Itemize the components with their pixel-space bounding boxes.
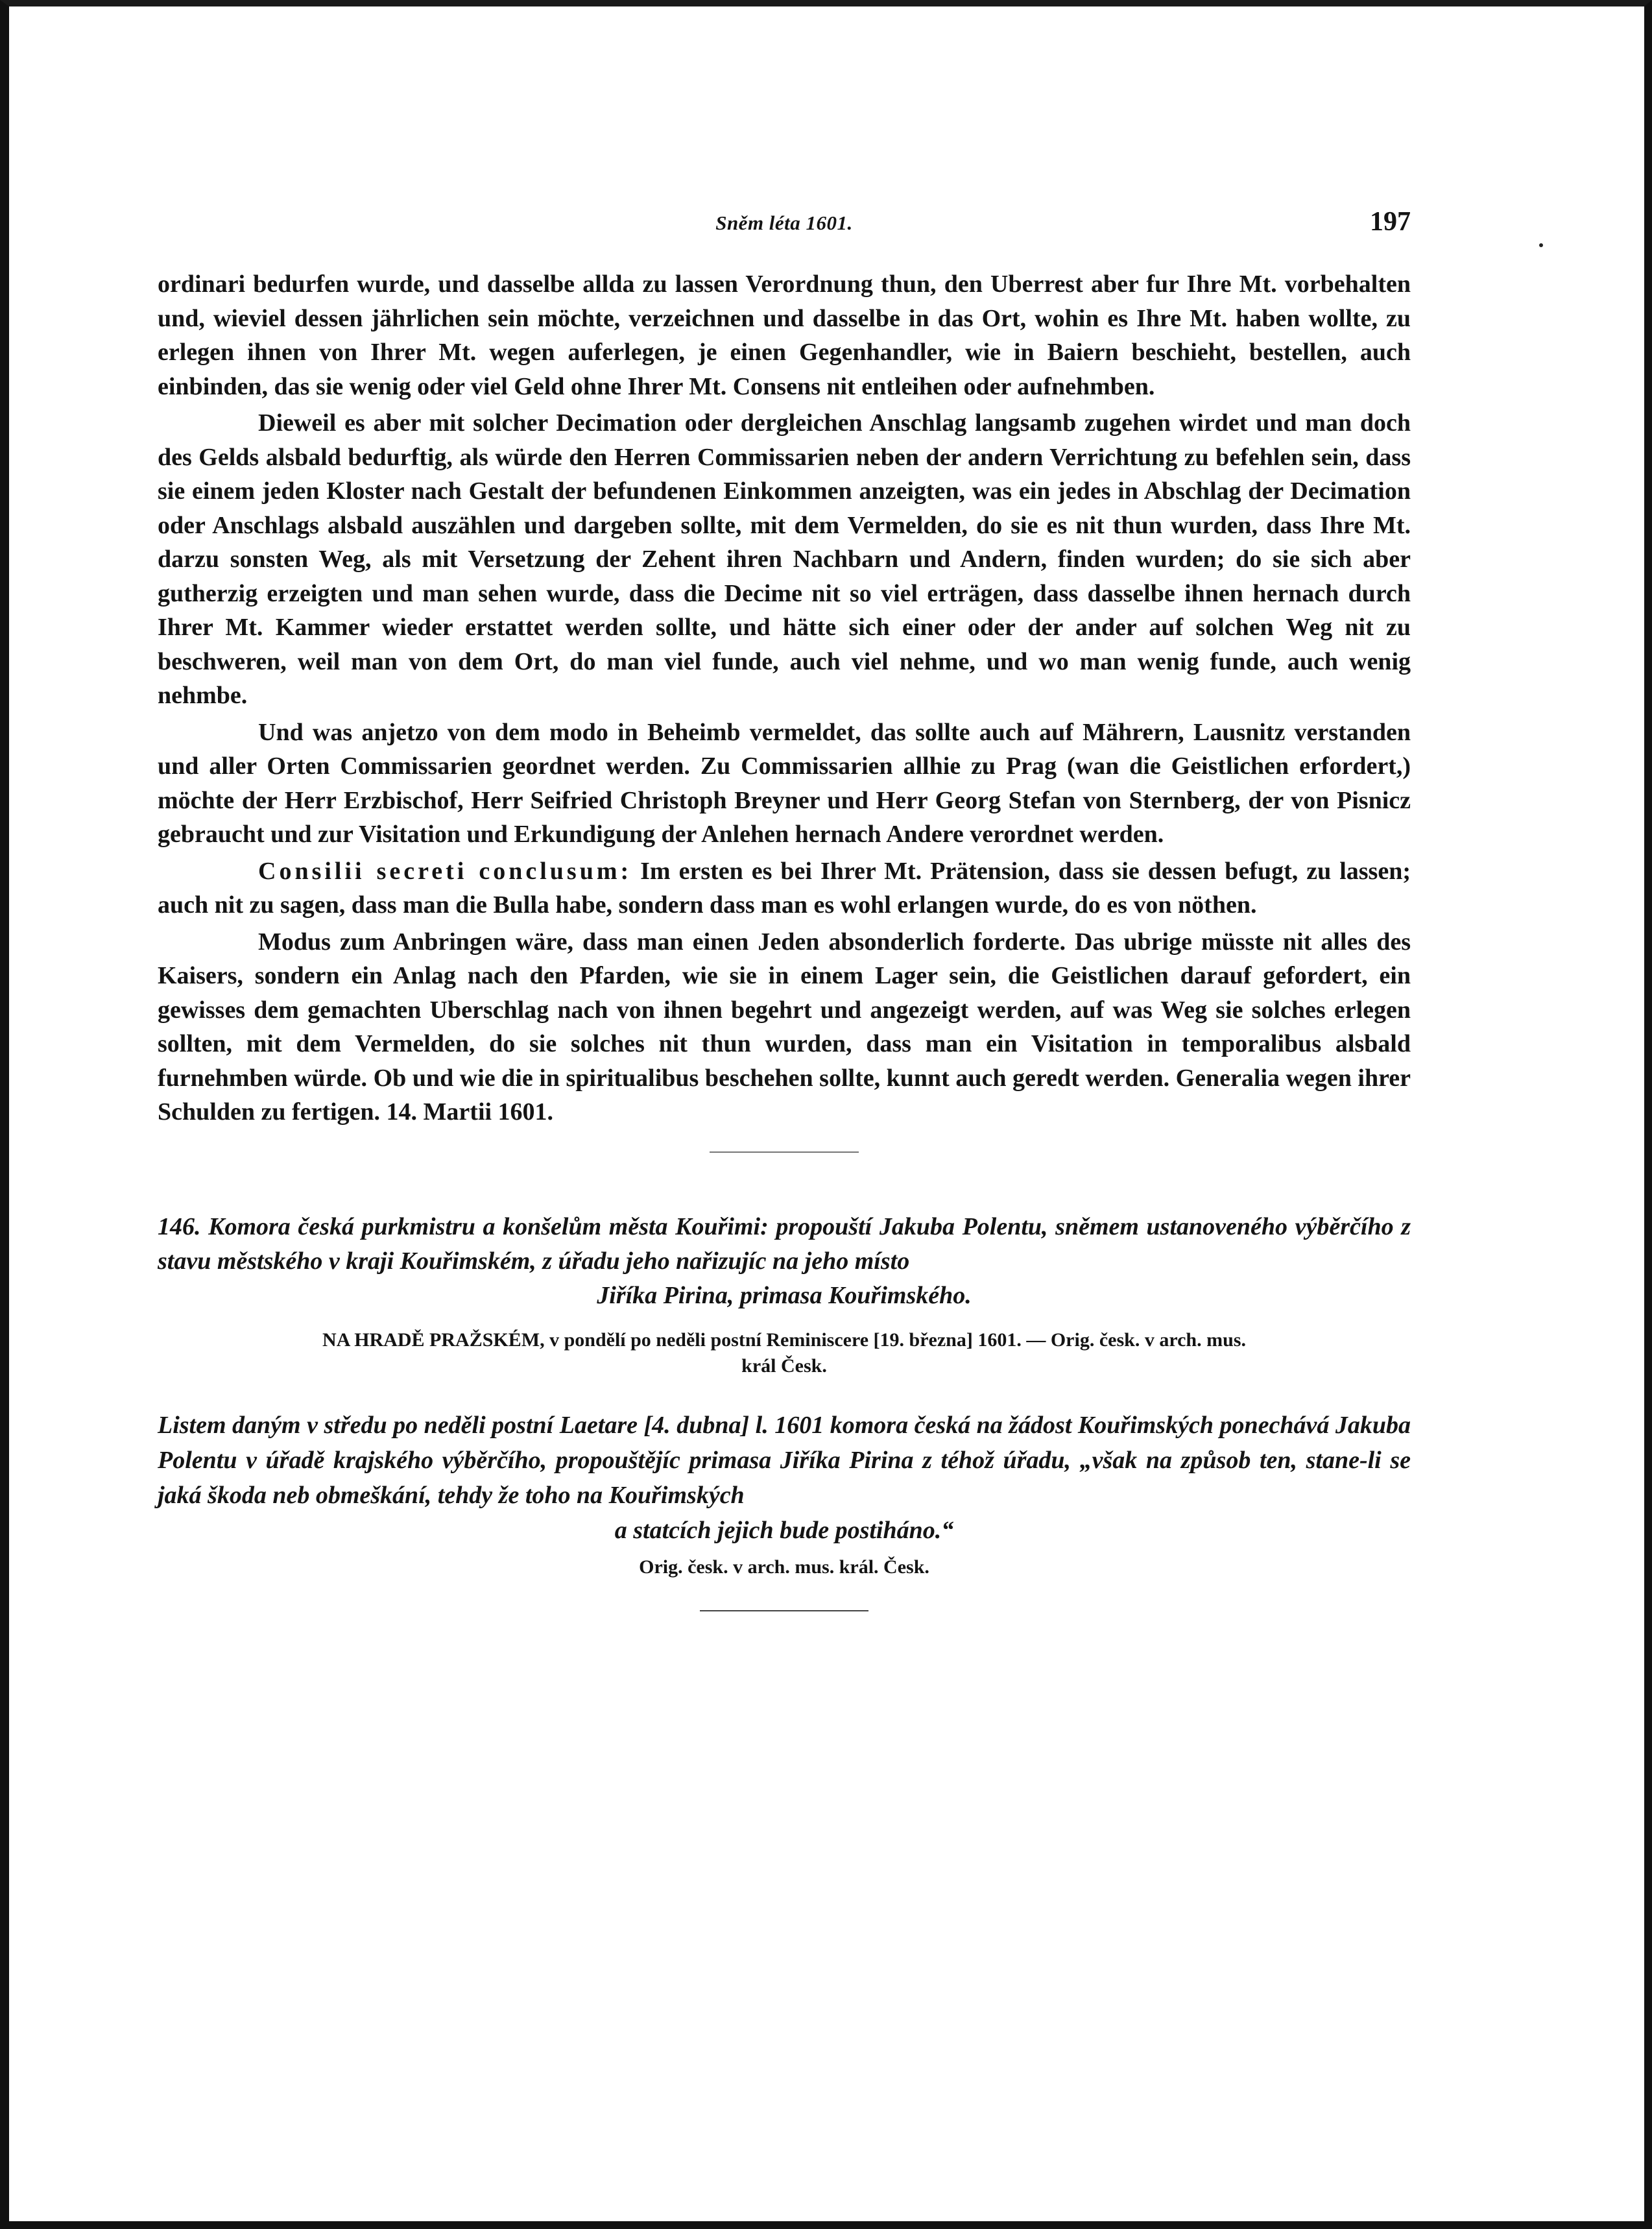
paragraph-2: Dieweil es aber mit solcher Decimation oder dergleichen Anschlag langsamb zugehen wirdet und man doch des Gelds alsbald bedurftig, als würde den Herren Commissarien neben der andern Verrichtung zu befehlen sein, dass sie einem jeden Kloster nach Gestalt der befundenen Einkommen anzeigten, was ein jedes in Abschlag der Decimation oder Anschlags alsbald auszählen und dargeben sollte, mit dem Vermelden, do sie es nit thun wurden, dass Ihre Mt. darzu sonsten Weg, als mit Versetzung der Zehent ihren Nachbarn und Andern, finden wurden; do sie sich aber gutherzig erzeigten und man sehen wurde, dass die Decime nit so viel erträgen, dass dasselbe ihnen hernach durch Ihrer Mt. Kammer wieder erstattet werden sollte, und hätte sich einer oder der ander auf solchen Weg nit zu beschweren, weil man von dem Ort, do man viel funde, auch viel nehme, und wo man wenig funde, auch wenig nehmbe. [158,409,1411,709]
document-source [158,1327,1411,1379]
document-summary [158,1408,1411,1548]
conclusum-text: Im ersten es bei Ihrer Mt. Prätension, dass sie dessen befugt, zu lassen; auch nit zu sagen, dass man die Bulla habe, sondern dass man es wohl erlangen wurde, do es von nöthen. [158,857,1411,919]
speck [1539,243,1543,247]
paragraph-1: ordinari bedurfen wurde, und dasselbe allda zu lassen Verordnung thun, den Uberrest aber fur Ihre Mt. vorbehalten und, wieviel dessen jährlichen sein möchte, verzeichnen und dasselbe in das Ort, wohin es Ihre Mt. haben wollte, zu erlegen ihnen von Ihrer Mt. wegen auferlegen, je einen Gegenhandler, wie in Baiern beschieht, bestellen, auch einbinden, das sie wenig oder viel Geld ohne Ihrer Mt. Consens nit entleihen oder aufnehmben. [158,271,1411,400]
page-number: 197 [1370,207,1411,237]
document-source-line: NA HRADĚ PRAŽSKÉM, v pondělí po neděli postní Reminiscere [19. března] 1601. — Orig. česk. v arch. mus. [322,1329,1246,1351]
section-divider [710,1151,859,1153]
end-divider [700,1610,868,1611]
document-heading-text: 146. Komora česká purkmistru a konšelům města Kouřimi: propouští Jakuba Polentu, sněmem ustanoveného výběrčího z stavu městského v kraji Kouřimském, z úřadu jeho nařizujíc na jeho místo [158,1212,1411,1275]
document-summary-last: a statcích jejich bude postiháno.“ [614,1516,954,1544]
paragraph-4 [158,854,1411,922]
body-text [158,267,1411,1129]
document-heading [158,1210,1411,1313]
document-source-last: král Česk. [741,1355,827,1377]
document-heading-last: Jiříka Pirina, primasa Kouřimského. [597,1281,972,1309]
running-head [158,206,1411,239]
document-summary-text: Listem daným v středu po neděli postní Laetare [4. dubna] l. 1601 komora česká na žádost Kouřimských ponechává Jakuba Polentu v úřadě krajského výběrčího, propouštějíc primasa Jiříka Pirina z téhož úřadu, „však na způsob ten, stane-li se jaká škoda neb obmeškání, tehdy že toho na Kouřimských [158,1411,1411,1509]
document-page [158,206,1411,1611]
conclusum-lead: Consilii secreti conclusum: [258,857,632,885]
document-origin-note: Orig. česk. v arch. mus. král. Česk. [639,1556,929,1578]
running-title: Sněm léta 1601. [715,211,853,234]
paragraph-5: Modus zum Anbringen wäre, dass man einen Jeden absonderlich forderte. Das ubrige müsste nit alles des Kaisers, sondern ein Anlag nach den Pfarden, wie sie in einem Lager sein, die Geistlichen darauf gefordert, ein gewisses dem gemachten Uberschlag nach von ihnen begehrt und angezeigt werden, auf was Weg sie solches erlegen sollten, mit dem Vermelden, do sie solches nit thun wurden, dass man ein Visitation in temporalibus alsbald furnehmben würde. Ob und wie die in spiritualibus beschehen sollte, kunnt auch geredt werden. Generalia wegen ihrer Schulden zu fertigen. 14. Martii 1601. [158,928,1411,1126]
paragraph-3: Und was anjetzo von dem modo in Beheimb vermeldet, das sollte auch auf Mährern, Lausnitz verstanden und aller Orten Commissarien geordnet werden. Zu Commissarien allhie zu Prag (wan die Geistlichen erfordert,) möchte der Herr Erzbischof, Herr Seifried Christoph Breyner und Herr Georg Stefan von Sternberg, der von Pisnicz gebraucht und zur Visitation und Erkundigung der Anlehen hernach Andere verordnet werden. [158,718,1411,848]
